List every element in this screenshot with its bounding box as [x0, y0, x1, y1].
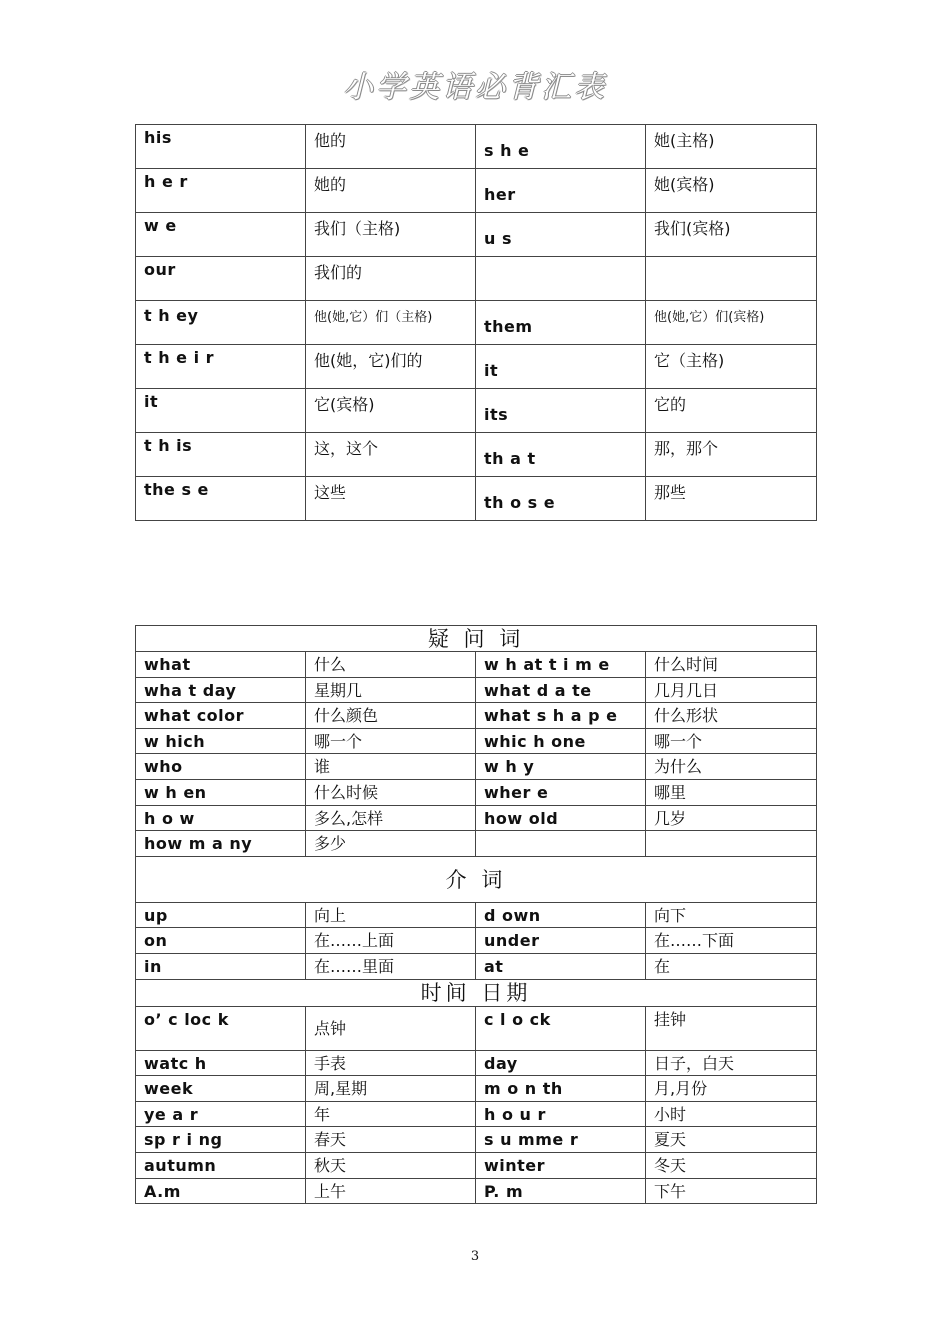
- table-row: [136, 754, 817, 780]
- chinese-meaning: 几月几日: [646, 677, 817, 703]
- english-word: u s: [476, 213, 646, 257]
- english-word: under: [476, 928, 646, 954]
- english-word: s h e: [476, 125, 646, 169]
- english-word: what: [136, 652, 306, 678]
- page-title: 小学英语必背汇表: [343, 70, 607, 105]
- english-word: h o w: [136, 805, 306, 831]
- table-row: [136, 433, 817, 477]
- english-word: P. m: [476, 1178, 646, 1204]
- table-row: [136, 677, 817, 703]
- english-word: w h at t i m e: [476, 652, 646, 678]
- english-word: whic h one: [476, 728, 646, 754]
- table-row: [136, 953, 817, 979]
- english-word: up: [136, 902, 306, 928]
- section-header-row: [136, 856, 817, 902]
- chinese-meaning: 在……上面: [306, 928, 476, 954]
- english-word: th a t: [476, 433, 646, 477]
- english-word: week: [136, 1076, 306, 1102]
- chinese-meaning: 手表: [306, 1050, 476, 1076]
- english-word: the s e: [136, 477, 306, 521]
- english-word: w hich: [136, 728, 306, 754]
- english-word: day: [476, 1050, 646, 1076]
- table-row: [136, 1127, 817, 1153]
- chinese-meaning: 她的: [306, 169, 476, 213]
- chinese-meaning: 什么时间: [646, 652, 817, 678]
- english-word: wha t day: [136, 677, 306, 703]
- chinese-meaning: [646, 257, 817, 301]
- chinese-meaning: 什么颜色: [306, 703, 476, 729]
- english-word: t h ey: [136, 301, 306, 345]
- chinese-meaning: 这些: [306, 477, 476, 521]
- english-word: w e: [136, 213, 306, 257]
- section-heading-question-words: 疑 问 词: [136, 626, 817, 652]
- table-row: [136, 125, 817, 169]
- section-heading-time-date: 时间 日期: [136, 979, 817, 1006]
- chinese-meaning: 向下: [646, 902, 817, 928]
- english-word: s u mme r: [476, 1127, 646, 1153]
- chinese-meaning: 几岁: [646, 805, 817, 831]
- chinese-meaning: 我们(宾格): [646, 213, 817, 257]
- english-word: autumn: [136, 1152, 306, 1178]
- english-word: wher e: [476, 779, 646, 805]
- chinese-meaning: 哪里: [646, 779, 817, 805]
- chinese-meaning: 什么形状: [646, 703, 817, 729]
- chinese-meaning: 上午: [306, 1178, 476, 1204]
- table-row: [136, 1050, 817, 1076]
- table-row: [136, 1178, 817, 1204]
- english-word: c l o ck: [476, 1006, 646, 1050]
- english-word: A.m: [136, 1178, 306, 1204]
- table-row: [136, 301, 817, 345]
- chinese-meaning: 我们（主格): [306, 213, 476, 257]
- chinese-meaning: 什么: [306, 652, 476, 678]
- english-word: winter: [476, 1152, 646, 1178]
- english-word: what color: [136, 703, 306, 729]
- english-word: his: [136, 125, 306, 169]
- chinese-meaning: 周,星期: [306, 1076, 476, 1102]
- chinese-meaning: 星期几: [306, 677, 476, 703]
- chinese-meaning: 他(她,它）们(宾格): [646, 301, 817, 345]
- section-header-row: [136, 979, 817, 1006]
- chinese-meaning: 夏天: [646, 1127, 817, 1153]
- table-row: [136, 703, 817, 729]
- vocabulary-table: [135, 625, 817, 1204]
- chinese-meaning: 我们的: [306, 257, 476, 301]
- table-row: [136, 345, 817, 389]
- chinese-meaning: 哪一个: [646, 728, 817, 754]
- section-heading-prepositions: 介 词: [136, 856, 817, 902]
- english-word: our: [136, 257, 306, 301]
- english-word: th o s e: [476, 477, 646, 521]
- chinese-meaning: 他(她,它）们（主格): [306, 301, 476, 345]
- english-word: o’ c loc k: [136, 1006, 306, 1050]
- chinese-meaning: 下午: [646, 1178, 817, 1204]
- table-row: [136, 1152, 817, 1178]
- english-word: how m a ny: [136, 831, 306, 857]
- chinese-meaning: 小时: [646, 1101, 817, 1127]
- english-word: sp r i ng: [136, 1127, 306, 1153]
- english-word: on: [136, 928, 306, 954]
- chinese-meaning: [646, 831, 817, 857]
- table-row: [136, 831, 817, 857]
- chinese-meaning: 这，这个: [306, 433, 476, 477]
- table-row: [136, 169, 817, 213]
- chinese-meaning: 那些: [646, 477, 817, 521]
- chinese-meaning: 它(宾格): [306, 389, 476, 433]
- english-word: who: [136, 754, 306, 780]
- chinese-meaning: 挂钟: [646, 1006, 817, 1050]
- table-row: [136, 1006, 817, 1050]
- english-word: them: [476, 301, 646, 345]
- table-row: [136, 652, 817, 678]
- chinese-meaning: 多么,怎样: [306, 805, 476, 831]
- english-word: t h is: [136, 433, 306, 477]
- chinese-meaning: 在: [646, 953, 817, 979]
- chinese-meaning: 多少: [306, 831, 476, 857]
- english-word: what s h a p e: [476, 703, 646, 729]
- table-row: [136, 728, 817, 754]
- chinese-meaning: 什么时候: [306, 779, 476, 805]
- english-word: [476, 831, 646, 857]
- chinese-meaning: 它的: [646, 389, 817, 433]
- chinese-meaning: 春天: [306, 1127, 476, 1153]
- chinese-meaning: 向上: [306, 902, 476, 928]
- english-word: its: [476, 389, 646, 433]
- table-row: [136, 213, 817, 257]
- table-row: [136, 902, 817, 928]
- chinese-meaning: 在……下面: [646, 928, 817, 954]
- english-word: [476, 257, 646, 301]
- chinese-meaning: 哪一个: [306, 728, 476, 754]
- english-word: d own: [476, 902, 646, 928]
- english-word: h e r: [136, 169, 306, 213]
- chinese-meaning: 秋天: [306, 1152, 476, 1178]
- section-header-row: [136, 626, 817, 652]
- english-word: how old: [476, 805, 646, 831]
- english-word: t h e i r: [136, 345, 306, 389]
- table-row: [136, 1076, 817, 1102]
- chinese-meaning: 点钟: [306, 1006, 476, 1050]
- chinese-meaning: 谁: [306, 754, 476, 780]
- chinese-meaning: 她(宾格): [646, 169, 817, 213]
- english-word: in: [136, 953, 306, 979]
- english-word: what d a te: [476, 677, 646, 703]
- chinese-meaning: 他的: [306, 125, 476, 169]
- table-row: [136, 389, 817, 433]
- chinese-meaning: 日子，白天: [646, 1050, 817, 1076]
- chinese-meaning: 他(她，它)们的: [306, 345, 476, 389]
- chinese-meaning: 它（主格): [646, 345, 817, 389]
- english-word: at: [476, 953, 646, 979]
- english-word: it: [136, 389, 306, 433]
- english-word: w h y: [476, 754, 646, 780]
- chinese-meaning: 月,月份: [646, 1076, 817, 1102]
- table-row: [136, 928, 817, 954]
- table-row: [136, 805, 817, 831]
- english-word: it: [476, 345, 646, 389]
- english-word: w h en: [136, 779, 306, 805]
- english-word: her: [476, 169, 646, 213]
- english-word: m o n th: [476, 1076, 646, 1102]
- table-row: [136, 779, 817, 805]
- chinese-meaning: 冬天: [646, 1152, 817, 1178]
- page-number: 3: [470, 1249, 480, 1264]
- chinese-meaning: 为什么: [646, 754, 817, 780]
- table-row: [136, 257, 817, 301]
- chinese-meaning: 年: [306, 1101, 476, 1127]
- table-row: [136, 477, 817, 521]
- pronoun-table: [135, 124, 817, 521]
- chinese-meaning: 在……里面: [306, 953, 476, 979]
- english-word: h o u r: [476, 1101, 646, 1127]
- table-row: [136, 1101, 817, 1127]
- english-word: ye a r: [136, 1101, 306, 1127]
- chinese-meaning: 那，那个: [646, 433, 817, 477]
- chinese-meaning: 她(主格): [646, 125, 817, 169]
- english-word: watc h: [136, 1050, 306, 1076]
